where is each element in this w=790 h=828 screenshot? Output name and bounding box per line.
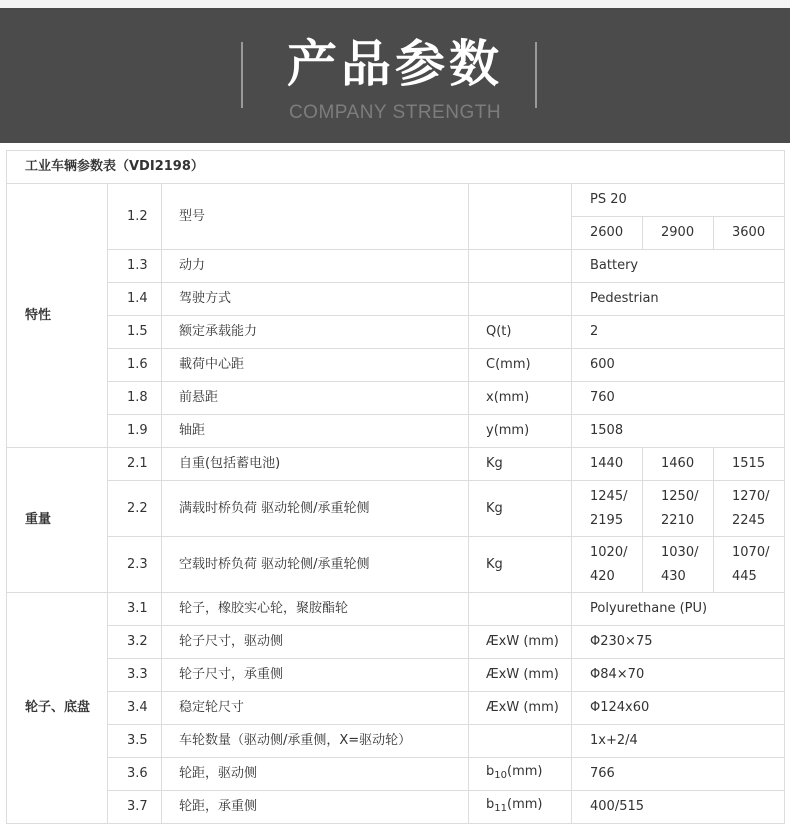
parameter-name: 车轮数量（驱动侧/承重侧，X=驱动轮） [162,725,469,758]
parameter-value: Φ230×75 [572,626,785,659]
parameter-value: Φ84×70 [572,659,785,692]
row-number: 1.5 [108,316,162,349]
value-line: 430 [661,568,686,584]
row-number: 1.4 [108,283,162,316]
parameter-name: 空载时桥负荷 驱动轮侧/承重轮侧 [162,537,469,593]
table-row [7,283,785,316]
parameter-value: 760 [572,382,785,415]
parameter-unit: Q(t) [469,316,572,349]
variant-value [572,481,643,537]
parameter-table [6,150,785,824]
parameter-unit: ÆxW (mm) [469,659,572,692]
row-number: 3.7 [108,791,162,824]
unit-subscript: 11 [494,803,507,814]
parameter-value: 400/515 [572,791,785,824]
parameter-name: 满载时桥负荷 驱动轮侧/承重轮侧 [162,481,469,537]
table-row [7,791,785,824]
variant-value: 1460 [643,448,714,481]
table-row [7,250,785,283]
table-row [7,659,785,692]
row-number: 2.2 [108,481,162,537]
variant-value [643,537,714,593]
page-subtitle: COMPANY STRENGTH [288,102,502,123]
parameter-unit [469,250,572,283]
parameter-name: 轮距，承重侧 [162,791,469,824]
row-number: 1.8 [108,382,162,415]
table-row [7,382,785,415]
parameter-value: Pedestrian [572,283,785,316]
table-row [7,415,785,448]
row-number: 1.6 [108,349,162,382]
row-number: 3.5 [108,725,162,758]
table-row [7,184,785,217]
row-number: 3.3 [108,659,162,692]
table-row [7,537,785,593]
value-line: 1070/ [732,544,770,560]
variant-value: 2900 [643,217,714,250]
value-line: 1020/ [590,544,628,560]
table-row [7,725,785,758]
table-row [7,349,785,382]
parameter-unit: Kg [469,481,572,537]
table-caption-row [7,151,785,184]
variant-value: 2600 [572,217,643,250]
group-label-weight: 重量 [7,448,108,593]
row-number: 1.9 [108,415,162,448]
parameter-name: 轴距 [162,415,469,448]
parameter-name: 轮距，驱动侧 [162,758,469,791]
value-line: 1245/ [590,488,628,504]
row-number: 1.2 [108,184,162,250]
parameter-name: 轮子，橡胶实心轮，聚胺酯轮 [162,593,469,626]
parameter-unit [469,184,572,250]
unit-subscript: 10 [494,770,507,781]
parameter-name: 自重(包括蓄电池) [162,448,469,481]
parameter-unit [469,283,572,316]
table-row [7,626,785,659]
row-number: 2.3 [108,537,162,593]
value-line: 2210 [661,512,695,528]
table-row [7,758,785,791]
row-number: 3.1 [108,593,162,626]
row-number: 3.2 [108,626,162,659]
variant-value: 1515 [714,448,785,481]
variant-value [643,481,714,537]
group-label-wheels-chassis: 轮子、底盘 [7,593,108,824]
variant-value: 1440 [572,448,643,481]
parameter-unit [469,593,572,626]
parameter-name: 型号 [162,184,469,250]
table-row [7,448,785,481]
parameter-name: 載荷中心距 [162,349,469,382]
parameter-value: Φ124x60 [572,692,785,725]
row-number: 3.6 [108,758,162,791]
value-line: 1030/ [661,544,699,560]
parameter-value: 2 [572,316,785,349]
row-number: 3.4 [108,692,162,725]
table-row [7,692,785,725]
parameter-unit [469,725,572,758]
parameter-value: 600 [572,349,785,382]
table-row [7,593,785,626]
parameter-unit: C(mm) [469,349,572,382]
variant-value [714,481,785,537]
parameter-name: 驾驶方式 [162,283,469,316]
unit-tail: (mm) [507,764,543,779]
parameter-unit [469,791,572,824]
parameter-unit [469,758,572,791]
value-line: 1270/ [732,488,770,504]
parameter-value: 1508 [572,415,785,448]
parameter-name: 前悬距 [162,382,469,415]
unit-base: b [486,764,495,779]
parameter-value: Polyurethane (PU) [572,593,785,626]
parameter-name: 动力 [162,250,469,283]
variant-value: 3600 [714,217,785,250]
value-line: 2195 [590,512,624,528]
model-value: PS 20 [572,184,785,217]
parameter-unit: Kg [469,537,572,593]
table-caption: 工业车辆参数表（VDI2198） [7,151,785,184]
parameter-unit: Kg [469,448,572,481]
value-line: 1250/ [661,488,699,504]
unit-tail: (mm) [507,797,543,812]
page-title: 产品参数 [287,35,503,93]
variant-value [714,537,785,593]
row-number: 2.1 [108,448,162,481]
parameter-unit: ÆxW (mm) [469,626,572,659]
parameter-unit: y(mm) [469,415,572,448]
parameter-name: 额定承载能力 [162,316,469,349]
parameter-name: 稳定轮尺寸 [162,692,469,725]
parameter-value: 1x+2/4 [572,725,785,758]
table-row [7,481,785,537]
value-line: 420 [590,568,615,584]
divider-right [535,42,537,108]
parameter-table-container [6,150,784,824]
parameter-name: 轮子尺寸，承重侧 [162,659,469,692]
parameter-name: 轮子尺寸，驱动侧 [162,626,469,659]
parameter-unit: ÆxW (mm) [469,692,572,725]
row-number: 1.3 [108,250,162,283]
parameter-value: Battery [572,250,785,283]
unit-base: b [486,797,495,812]
table-row [7,316,785,349]
header-banner [0,0,790,143]
group-label-characteristics: 特性 [7,184,108,448]
variant-value [572,537,643,593]
parameter-value: 766 [572,758,785,791]
value-line: 445 [732,568,757,584]
parameter-unit: x(mm) [469,382,572,415]
value-line: 2245 [732,512,766,528]
